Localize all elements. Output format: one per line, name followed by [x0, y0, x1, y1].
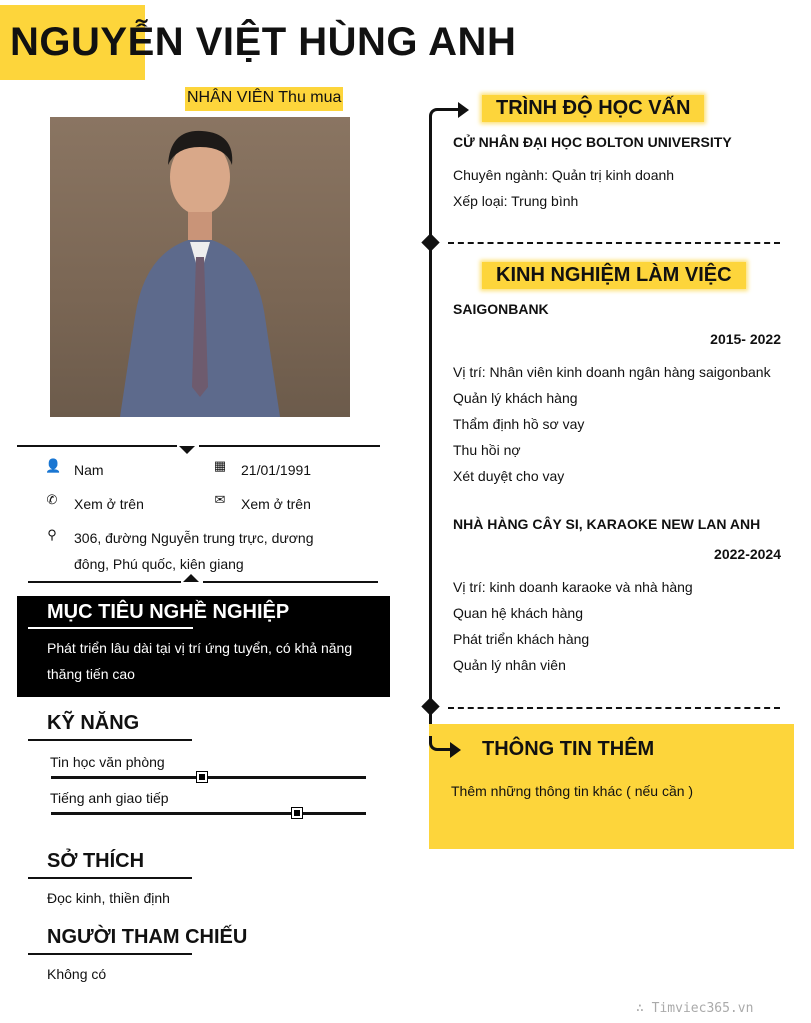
gender: Nam: [74, 462, 104, 478]
hobbies-title: SỞ THÍCH: [47, 850, 145, 872]
school-name: CỬ NHÂN ĐẠI HỌC BOLTON UNIVERSITY: [453, 134, 732, 150]
phone-icon: ✆: [46, 492, 58, 507]
map-marker-icon: ⚲: [47, 527, 57, 542]
more-info-title: THÔNG TIN THÊM: [482, 738, 655, 760]
date-of-birth: 21/01/1991: [241, 462, 312, 478]
timeline-line: [429, 118, 432, 748]
references-text: Không có: [47, 966, 107, 982]
education-line: Xếp loại: Trung bình: [453, 193, 579, 209]
references-title: NGƯỜI THAM CHIẾU: [47, 926, 248, 948]
job-line: Vị trí: kinh doanh karaoke và nhà hàng: [453, 579, 693, 595]
title-underline: [28, 627, 193, 629]
arrow-right-icon: [450, 742, 461, 758]
skill-level-handle: [197, 772, 207, 782]
job-period: 2015- 2022: [710, 331, 781, 347]
calendar-icon: ▦: [213, 458, 227, 473]
envelope-icon: ✉: [214, 492, 226, 507]
company-name: SAIGONBANK: [453, 301, 549, 317]
watermark: [636, 1001, 753, 1016]
objective-title: MỤC TIÊU NGHỀ NGHIỆP: [47, 601, 290, 623]
timeline-node: [421, 697, 439, 715]
divider-arrow-down: [179, 446, 195, 454]
skill-level-handle: [292, 808, 302, 818]
job-line: Quản lý khách hàng: [453, 390, 578, 406]
divider: [203, 581, 378, 583]
skills-title: KỸ NĂNG: [47, 712, 140, 734]
job-line: Xét duyệt cho vay: [453, 468, 565, 484]
divider: [28, 581, 181, 583]
address: 306, đường Nguyễn trung trực, dương đông, Phú quốc, kiên giang: [74, 530, 314, 572]
hobbies-text: Đọc kinh, thiền định: [47, 890, 170, 906]
dashed-divider: [448, 707, 780, 709]
candidate-name: NGUYỄN VIỆT HÙNG ANH: [10, 20, 517, 64]
user-icon: 👤: [45, 458, 62, 473]
divider: [199, 445, 380, 447]
divider: [17, 445, 177, 447]
more-info-text: Thêm những thông tin khác ( nếu cần ): [451, 783, 694, 799]
job-line: Vị trí: Nhân viên kinh doanh ngân hàng saigonbank: [453, 364, 771, 380]
job-period: 2022-2024: [714, 546, 781, 562]
skill-label: Tiếng anh giao tiếp: [50, 790, 169, 806]
education-title: TRÌNH ĐỘ HỌC VẤN: [482, 95, 704, 122]
objective-section: [17, 596, 390, 697]
title-underline: [28, 739, 192, 741]
job-line: Quan hệ khách hàng: [453, 605, 583, 621]
job-line: Phát triển khách hàng: [453, 631, 590, 647]
job-title: NHÂN VIÊN Thu mua: [185, 87, 343, 111]
email: Xem ở trên: [241, 496, 311, 512]
skill-bar: [51, 776, 366, 779]
logo-icon: ∴: [636, 1001, 652, 1016]
objective-text: Phát triển lâu dài tại vị trí ứng tuyển, có khả năng thăng tiến cao: [47, 640, 353, 682]
timeline-node: [421, 233, 439, 251]
dashed-divider: [448, 242, 780, 244]
profile-photo: [50, 117, 350, 417]
timeline-connector: [429, 108, 459, 120]
skill-label: Tin học văn phòng: [50, 754, 165, 770]
divider-arrow-up: [183, 574, 199, 582]
title-underline: [28, 877, 192, 879]
job-line: Thu hồi nợ: [453, 442, 521, 458]
arrow-right-icon: [458, 102, 469, 118]
timeline-connector: [429, 736, 451, 751]
watermark-text: Timviec365.vn: [651, 1001, 754, 1016]
job-line: Quản lý nhân viên: [453, 657, 566, 673]
education-line: Chuyên ngành: Quản trị kinh doanh: [453, 167, 675, 183]
job-line: Thẩm định hồ sơ vay: [453, 416, 585, 432]
experience-title: KINH NGHIỆM LÀM VIỆC: [482, 262, 746, 289]
company-name: NHÀ HÀNG CÂY SI, KARAOKE NEW LAN ANH: [453, 516, 761, 532]
title-underline: [28, 953, 192, 955]
phone: Xem ở trên: [74, 496, 144, 512]
skill-bar: [51, 812, 366, 815]
